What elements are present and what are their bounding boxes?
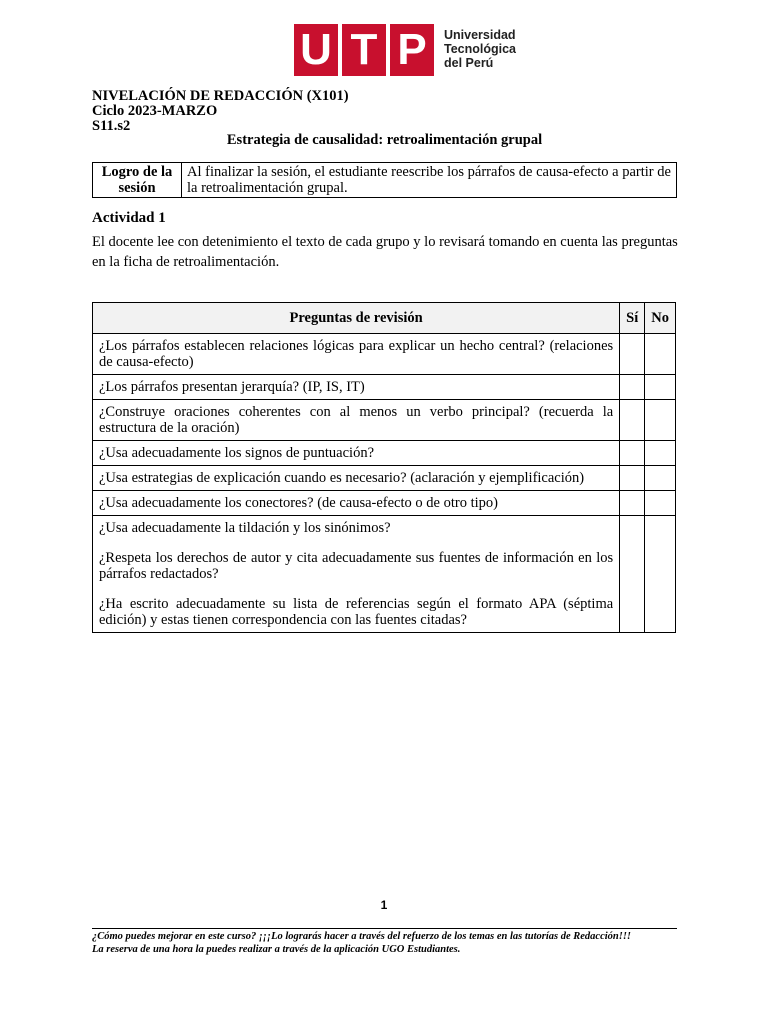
logo-letter-t: T	[342, 24, 386, 76]
question-text: ¿Usa adecuadamente la tildación y los sinónimos?	[99, 520, 391, 536]
question-cell: ¿Los párrafos presentan jerarquía? (IP, IS, IT)	[93, 375, 620, 400]
no-checkbox-cell[interactable]	[645, 400, 676, 441]
question-cell: ¿Construye oraciones coherentes con al menos un verbo principal? (recuerda la estructura de la oración)	[93, 400, 620, 441]
course-title: NIVELACIÓN DE REDACCIÓN (X101)	[92, 88, 349, 104]
logro-label: Logro de la sesión	[93, 163, 182, 198]
question-text: ¿Respeta los derechos de autor y cita adecuadamente sus fuentes de información en los párrafos redactados?	[99, 550, 614, 582]
header-si: Sí	[620, 303, 645, 334]
no-checkbox-cell[interactable]	[645, 466, 676, 491]
university-name-line: del Perú	[444, 56, 494, 70]
no-checkbox-cell[interactable]	[645, 375, 676, 400]
logo-letter-u: U	[294, 24, 338, 76]
table-row	[93, 375, 676, 400]
table-row	[93, 491, 676, 516]
no-checkbox-cell[interactable]	[645, 334, 676, 375]
header-no: No	[645, 303, 676, 334]
course-cycle: Ciclo 2023-MARZO	[92, 103, 218, 119]
logro-table	[92, 162, 677, 198]
session-code: S11.s2	[92, 118, 131, 134]
no-checkbox-cell[interactable]	[645, 491, 676, 516]
si-checkbox-cell[interactable]	[620, 334, 645, 375]
activity-title: Actividad 1	[92, 210, 166, 226]
page-number: 1	[380, 898, 388, 912]
no-checkbox-cell[interactable]	[645, 516, 676, 633]
si-checkbox-cell[interactable]	[620, 466, 645, 491]
si-checkbox-cell[interactable]	[620, 441, 645, 466]
logro-text: Al finalizar la sesión, el estudiante reescribe los párrafos de causa-efecto a partir de la retroalimentación grupal.	[182, 163, 677, 198]
si-checkbox-cell[interactable]	[620, 400, 645, 441]
footer-divider	[92, 928, 677, 929]
question-cell: ¿Usa estrategias de explicación cuando es necesario? (aclaración y ejemplificación)	[93, 466, 620, 491]
activity-text: El docente lee con detenimiento el texto de cada grupo y lo revisará tomando en cuenta las preguntas en la ficha de retroalimentación.	[92, 234, 678, 270]
si-checkbox-cell[interactable]	[620, 375, 645, 400]
question-cell: ¿Usa adecuadamente los signos de puntuación?	[93, 441, 620, 466]
page-subtitle: Estrategia de causalidad: retroalimentación grupal	[226, 132, 543, 148]
footer-line-2: La reserva de una hora la puedes realizar a través de la aplicación UGO Estudiantes.	[92, 944, 461, 955]
table-row	[93, 441, 676, 466]
table-row	[93, 466, 676, 491]
table-row	[93, 334, 676, 375]
question-text: ¿Ha escrito adecuadamente su lista de referencias según el formato APA (séptima edición) y estas tienen correspondencia con las fuentes citadas?	[99, 596, 614, 628]
question-cell-multi	[93, 516, 620, 633]
utp-logo	[294, 24, 517, 76]
footer-line-1: ¿Cómo puedes mejorar en este curso? ¡¡¡Lo lograrás hacer a través del refuerzo de los temas en las tutorías de Redacción!!!	[92, 931, 632, 942]
university-name-line: Universidad	[444, 28, 516, 42]
question-cell: ¿Los párrafos establecen relaciones lógicas para explicar un hecho central? (relaciones de causa-efecto)	[93, 334, 620, 375]
no-checkbox-cell[interactable]	[645, 441, 676, 466]
logo-letter-p: P	[390, 24, 434, 76]
footer-note	[92, 930, 692, 956]
review-header-row	[93, 303, 676, 334]
header-questions: Preguntas de revisión	[93, 303, 620, 334]
question-cell: ¿Usa adecuadamente los conectores? (de causa-efecto o de otro tipo)	[93, 491, 620, 516]
university-name	[444, 28, 516, 70]
si-checkbox-cell[interactable]	[620, 516, 645, 633]
table-row	[93, 400, 676, 441]
si-checkbox-cell[interactable]	[620, 491, 645, 516]
table-row	[93, 516, 676, 633]
review-table	[92, 302, 676, 633]
university-name-line: Tecnológica	[444, 42, 517, 56]
